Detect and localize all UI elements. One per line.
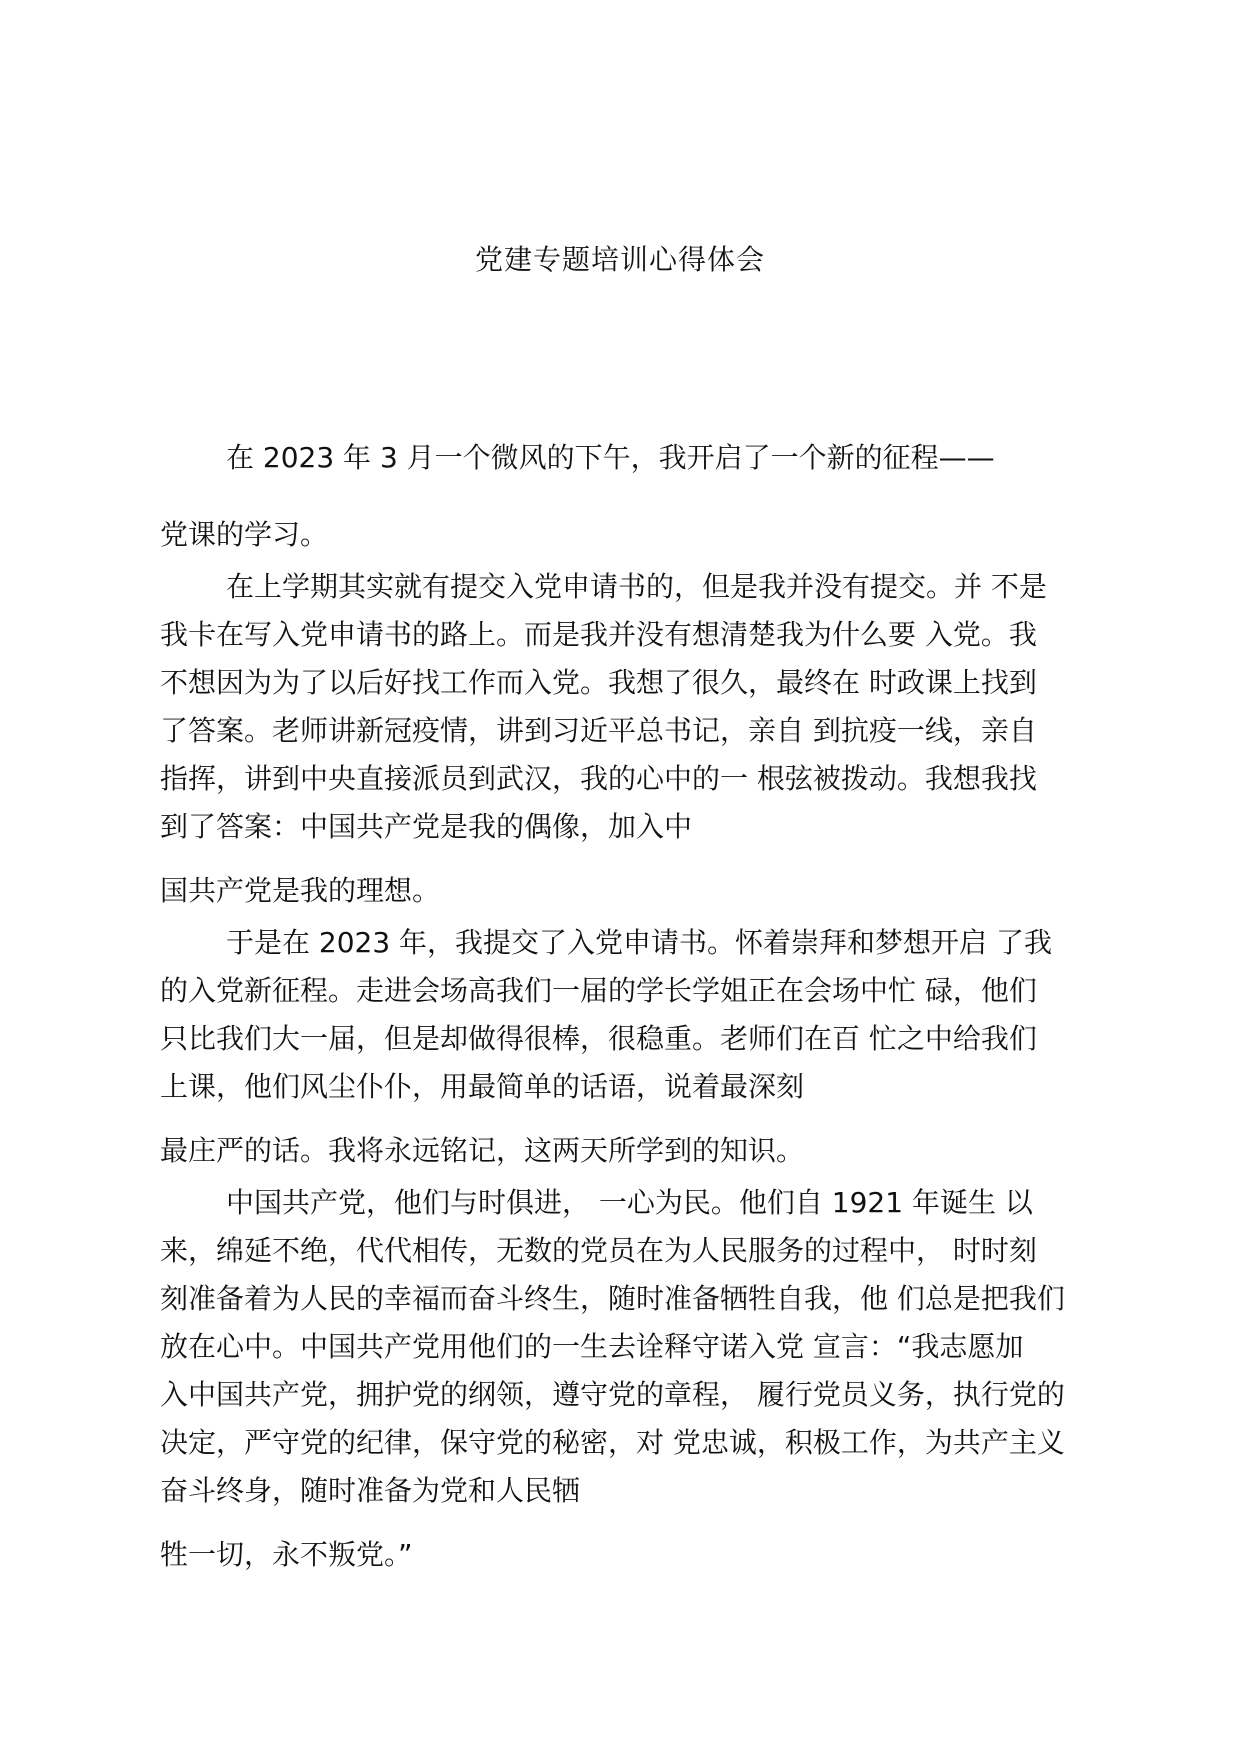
text-line: 国共产党是我的理想。 <box>160 874 441 907</box>
text-line: 党课的学习。 <box>160 518 329 551</box>
text-line: 上课，他们风尘仆仆，用最简单的话语，说着最深刻 <box>160 1070 805 1103</box>
document-title: 党建专题培训心得体会 <box>474 243 765 276</box>
text-line: 于是在 2023 年，我提交了入党申请书。怀着崇拜和梦想开启 了我 <box>226 926 1052 959</box>
text-line: 刻准备着为人民的幸福而奋斗终生，随时准备牺牲自我，他 们总是把我们 <box>160 1282 1065 1315</box>
text-line: 在 2023 年 3 月一个微风的下午，我开启了一个新的征程—— <box>226 441 995 474</box>
text-line: 牲一切，永不叛党。” <box>160 1538 413 1571</box>
text-line: 只比我们大一届，但是却做得很棒，很稳重。老师们在百 忙之中给我们 <box>160 1022 1037 1055</box>
text-line: 来，绵延不绝，代代相传，无数的党员在为人民服务的过程中， 时时刻 <box>160 1234 1037 1267</box>
text-line: 入中国共产党，拥护党的纲领，遵守党的章程， 履行党员义务，执行党的 <box>160 1378 1065 1411</box>
text-line: 决定，严守党的纪律，保守党的秘密，对 党忠诚，积极工作，为共产主义 <box>160 1426 1065 1459</box>
text-line: 中国共产党，他们与时俱进， 一心为民。他们自 1921 年诞生 以 <box>226 1186 1033 1219</box>
text-line: 放在心中。中国共产党用他们的一生去诠释守诺入党 宣言：“我志愿加 <box>160 1330 1024 1363</box>
text-line: 指挥，讲到中央直接派员到武汉，我的心中的一 根弦被拨动。我想我找 <box>160 762 1037 795</box>
text-line: 不想因为为了以后好找工作而入党。我想了很久，最终在 时政课上找到 <box>160 666 1037 699</box>
text-line: 在上学期其实就有提交入党申请书的，但是我并没有提交。并 不是 <box>226 570 1047 603</box>
text-line: 到了答案：中国共产党是我的偶像，加入中 <box>160 810 693 843</box>
text-line: 的入党新征程。走进会场高我们一届的学长学姐正在会场中忙 碌，他们 <box>160 974 1037 1007</box>
text-line: 我卡在写入党申请书的路上。而是我并没有想清楚我为什么要 入党。我 <box>160 618 1037 651</box>
text-line: 了答案。老师讲新冠疫情，讲到习近平总书记，亲自 到抗疫一线，亲自 <box>160 714 1037 747</box>
text-line: 奋斗终身，随时准备为党和人民牺 <box>160 1474 581 1507</box>
text-line: 最庄严的话。我将永远铭记，这两天所学到的知识。 <box>160 1134 805 1167</box>
